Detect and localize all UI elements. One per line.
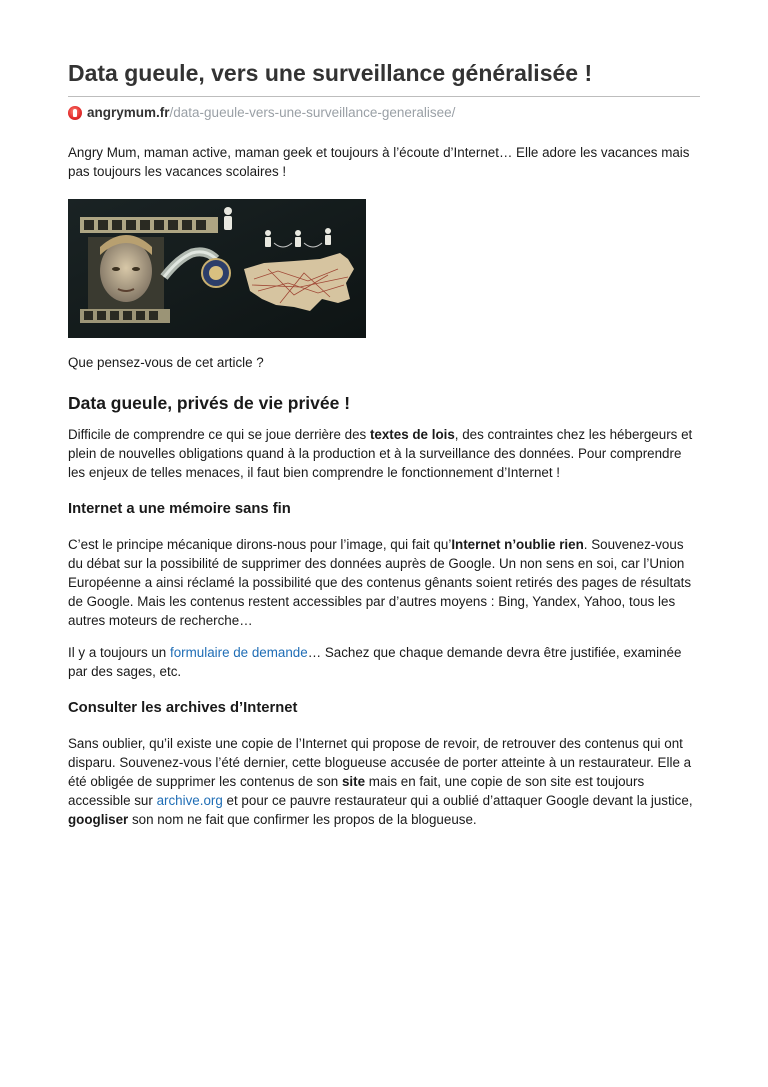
formulaire-link[interactable]: formulaire de demande [169,645,308,660]
bold-internet-noublie-rien: Internet n’oublie rien [451,537,584,552]
section2-paragraph-1: C’est le principe mécanique dirons-nous pour l’image, qui fait qu’Internet n’oublie rien. Souvenez-vous du débat sur la possibilité de supprimer des données auprès de Google. Un non sens en soi, car l’Union Européenne a ainsi réclamé la possibilité que des contenus gênants soient retirés des pages de résultats de Google. Mais les contenus restent accessibles par d’autres moyens : Bing, Yandex, Yahoo, tous les autres moteurs de recherche… [68,537,692,628]
section-heading-vie-privee: Data gueule, privés de vie privée ! [68,393,351,413]
bold-textes-de-lois: textes de lois [369,427,455,442]
section-heading-memoire: Internet a une mémoire sans fin [68,501,291,517]
source-line [68,104,700,122]
source-path[interactable]: /data-gueule-vers-une-surveillance-generalisee/ [169,105,456,120]
bold-site: site [341,774,366,789]
question-line: Que pensez-vous de cet article ? [68,355,264,370]
archive-org-link[interactable]: archive.org [156,793,223,808]
intro-paragraph: Angry Mum, maman active, maman geek et toujours à l’écoute d’Internet… Elle adore les vacances mais pas toujours les vacances scolaires ! [68,145,690,179]
article [68,58,700,829]
section-heading-archives: Consulter les archives d’Internet [68,700,298,716]
article-hero-image [68,199,366,338]
source-domain[interactable]: angrymum.fr [87,105,170,120]
article-title: Data gueule, vers une surveillance généralisée ! [68,58,700,97]
section3-paragraph: Sans oublier, qu’il existe une copie de l’Internet qui propose de revoir, de retrouver des contenus qui ont disparu. Souvenez-vous l’été dernier, cette blogueuse accusée de porter atteinte à un restaurateur. Elle a été obligée de supprimer les contenus de son site mais en fait, une copie de son site est toujours accessible sur archive.org et pour ce pauvre restaurateur qui a oublié d’attaquer Google devant la justice, googliser son nom ne fait que confirmer les propos de la blogueuse. [68,736,693,827]
section1-paragraph: Difficile de comprendre ce qui se joue derrière des textes de lois, des contraintes chez les hébergeurs et plein de nouvelles obligations quand à la production et à la surveillance des données. Pour comprendre les enjeux de telles menaces, il faut bien comprendre le fonctionnement d’Internet ! [68,427,693,480]
bold-googliser: googliser [68,812,129,827]
angrymum-logo-icon [68,106,82,120]
section2-paragraph-2: Il y a toujours un formulaire de demande… Sachez que chaque demande devra être justifiée, examinée par des sages, etc. [68,645,682,679]
